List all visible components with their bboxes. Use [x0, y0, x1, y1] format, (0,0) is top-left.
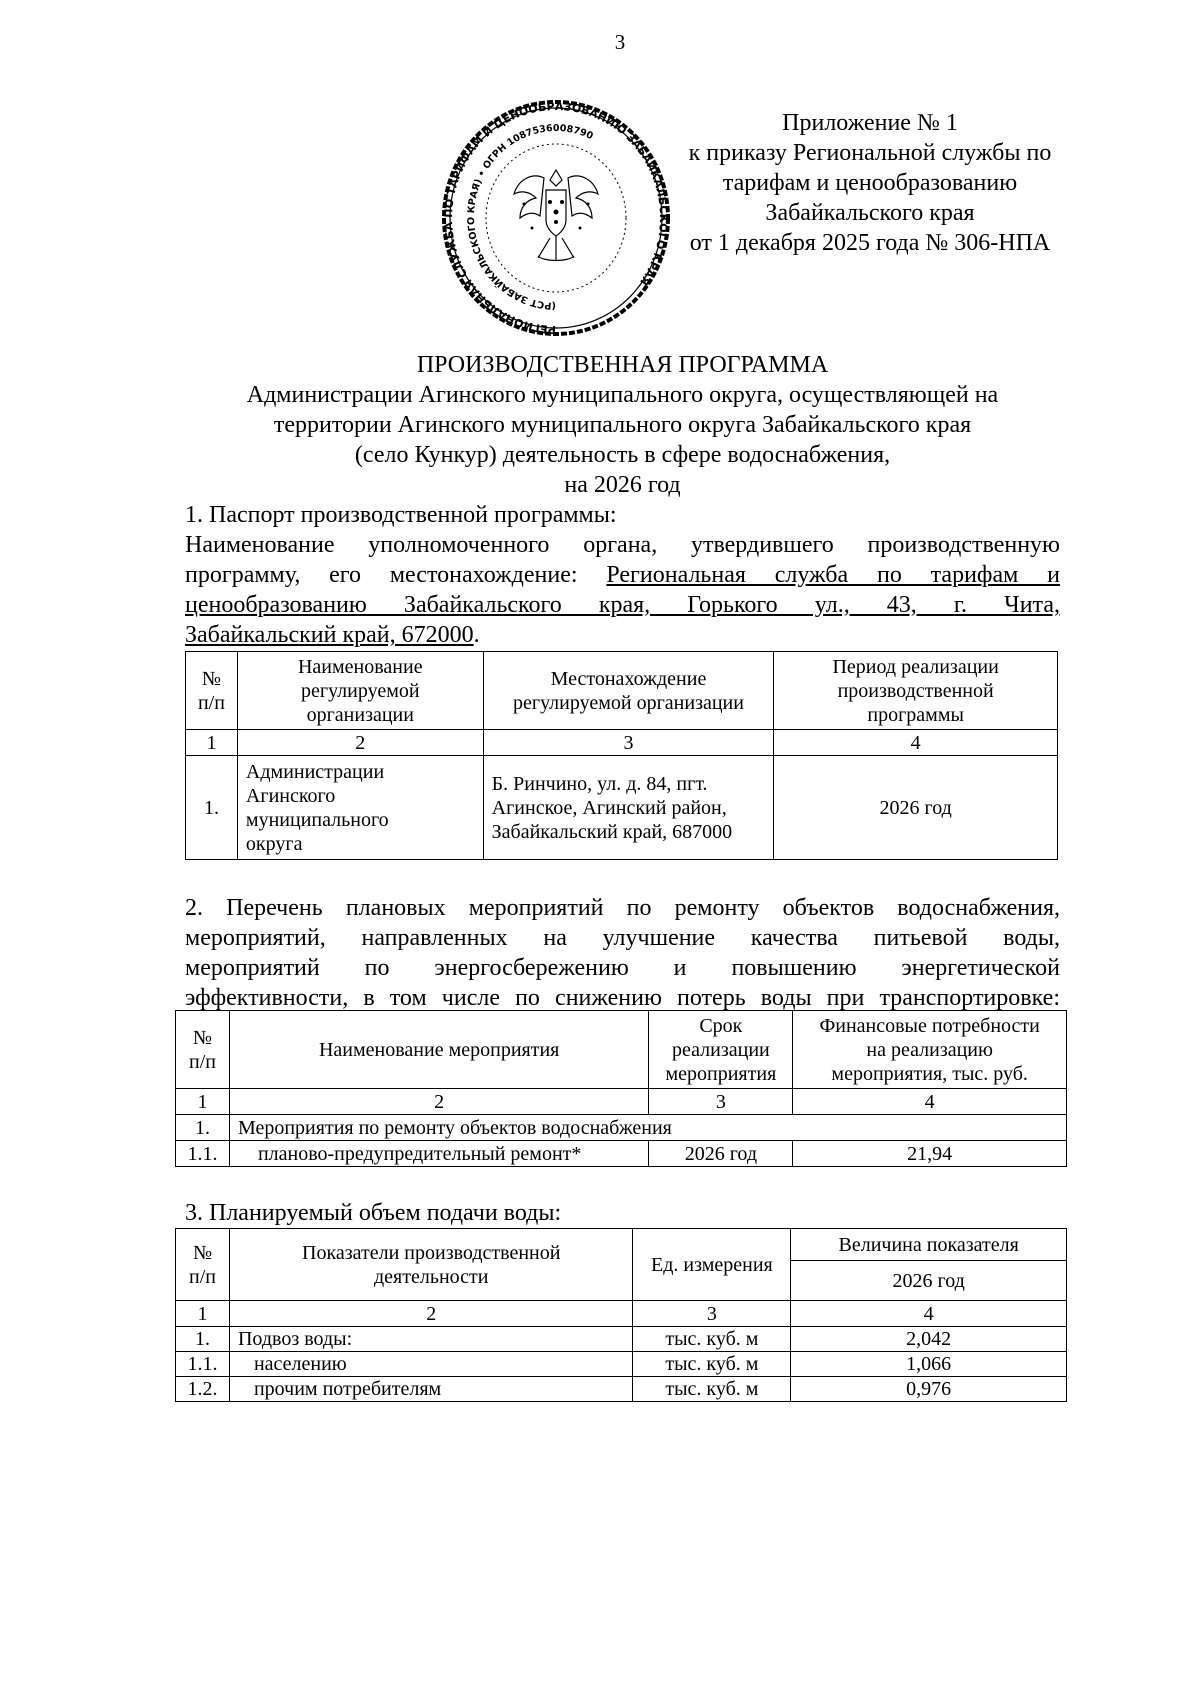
document-title	[185, 350, 1060, 500]
header-cell: № п/п	[176, 1011, 230, 1089]
table-row	[176, 1327, 1067, 1352]
appendix-line: тарифам и ценообразованию	[722, 170, 1018, 196]
column-number: 1	[176, 1301, 230, 1327]
column-number-row	[186, 730, 1058, 756]
column-number: 3	[483, 730, 774, 756]
group-label: Мероприятия по ремонту объектов водоснабжения	[229, 1115, 1066, 1141]
table-row	[176, 1141, 1067, 1167]
svg-text:(РСТ ЗАБАЙКАЛЬСКОГО КРАЯ) • ОГ: (РСТ ЗАБАЙКАЛЬСКОГО КРАЯ) • ОГРН 1087536008790	[465, 122, 595, 312]
row-number: 1.1.	[176, 1352, 230, 1377]
appendix-line: от 1 декабря 2025 года № 306-НПА	[689, 230, 1051, 256]
text: .	[473, 622, 480, 648]
measure-name: планово-предупредительный ремонт*	[229, 1141, 648, 1167]
indicator-value: 2,042	[791, 1327, 1067, 1352]
appendix-line: к приказу Региональной службы по	[688, 140, 1052, 166]
title-line: территории Агинского муниципального округа Забайкальского края	[273, 412, 972, 438]
row-number: 1.	[176, 1115, 230, 1141]
header-cell: Показатели производственной деятельности	[229, 1229, 633, 1301]
org-address-cell: Б. Ринчино, ул. д. 84, пгт. Агинское, Агинский район, Забайкальский край, 687000	[483, 756, 774, 860]
authority-address: ценообразованию Забайкальского края, Горького ул., 43, г. Чита,	[185, 592, 1060, 618]
column-number: 2	[237, 730, 483, 756]
group-row	[176, 1115, 1067, 1141]
table-header-row	[176, 1229, 1067, 1261]
measures-table	[175, 1010, 1067, 1167]
official-stamp-icon	[440, 98, 672, 338]
indicator-name: Подвоз воды:	[229, 1327, 633, 1352]
header-cell: Местонахождение регулируемой организации	[483, 652, 774, 730]
section-3	[185, 1198, 1060, 1228]
paragraph-line	[185, 620, 1060, 650]
row-number: 1.2.	[176, 1377, 230, 1402]
indicator-unit: тыс. куб. м	[633, 1377, 791, 1402]
paragraph-line	[185, 560, 1060, 590]
indicator-unit: тыс. куб. м	[633, 1327, 791, 1352]
paragraph-line: мероприятий по энергосбережению и повышению энергетической	[185, 955, 1060, 981]
indicator-unit: тыс. куб. м	[633, 1352, 791, 1377]
measure-term: 2026 год	[649, 1141, 793, 1167]
section-1-heading: 1. Паспорт производственной программы:	[185, 502, 617, 528]
authority-address: Забайкальский край, 672000	[185, 622, 474, 648]
paragraph-line: Наименование уполномоченного органа, утвердившего производственную	[185, 532, 1060, 558]
table-row	[186, 756, 1058, 860]
row-number: 1.	[176, 1327, 230, 1352]
column-number: 4	[774, 730, 1058, 756]
column-number: 4	[793, 1089, 1067, 1115]
column-number-row	[176, 1089, 1067, 1115]
table-row	[176, 1352, 1067, 1377]
column-number: 2	[229, 1301, 633, 1327]
appendix-line: Забайкальского края	[765, 200, 975, 226]
header-cell: Период реализации производственной программы	[774, 652, 1058, 730]
header-cell: Наименование регулируемой организации	[237, 652, 483, 730]
period-cell: 2026 год	[774, 756, 1058, 860]
appendix-line: Приложение № 1	[782, 110, 958, 136]
header-cell: 2026 год	[791, 1261, 1067, 1301]
svg-text:РЕГИОНАЛЬНАЯ СЛУЖБА ПО ТАРИФАМ: РЕГИОНАЛЬНАЯ СЛУЖБА ПО ТАРИФАМ И ЦЕНООБРАЗОВАНИЮ ЗАБАЙКАЛЬСКОГО КРАЯ	[441, 99, 671, 337]
column-number-row	[176, 1301, 1067, 1327]
appendix-header	[660, 108, 1080, 258]
title-line: на 2026 год	[564, 472, 681, 498]
org-name-cell: Администрации Агинского муниципального округа	[237, 756, 483, 860]
column-number: 2	[229, 1089, 648, 1115]
title-line: Администрации Агинского муниципального округа, осуществляющей на	[246, 382, 999, 408]
header-cell: № п/п	[186, 652, 238, 730]
indicator-name: населению	[229, 1352, 633, 1377]
indicator-value: 0,976	[791, 1377, 1067, 1402]
measure-cost: 21,94	[793, 1141, 1067, 1167]
column-number: 4	[791, 1301, 1067, 1327]
water-supply-table	[175, 1228, 1067, 1402]
section-1	[185, 500, 1060, 650]
header-cell: Срок реализации мероприятия	[649, 1011, 793, 1089]
text: программу, его местонахождение:	[185, 562, 607, 588]
indicator-name: прочим потребителям	[229, 1377, 633, 1402]
authority-address: Региональная служба по тарифам и	[606, 562, 1060, 588]
table-header-row	[186, 652, 1058, 730]
paragraph-line: 2. Перечень плановых мероприятий по ремонту объектов водоснабжения,	[185, 895, 1060, 921]
paragraph-line: эффективности, в том числе по снижению потерь воды при транспортировке:	[185, 985, 1060, 1011]
column-number: 3	[649, 1089, 793, 1115]
section-2	[185, 893, 1060, 1013]
title-heading: ПРОИЗВОДСТВЕННАЯ ПРОГРАММА	[416, 352, 829, 378]
column-number: 1	[186, 730, 238, 756]
row-number: 1.1.	[176, 1141, 230, 1167]
passport-table	[185, 651, 1058, 860]
title-line: (село Кункур) деятельность в сфере водоснабжения,	[354, 442, 891, 468]
table-row	[176, 1377, 1067, 1402]
indicator-value: 1,066	[791, 1352, 1067, 1377]
header-cell: Величина показателя	[791, 1229, 1067, 1261]
row-number: 1.	[186, 756, 238, 860]
section-3-heading: 3. Планируемый объем подачи воды:	[185, 1200, 562, 1226]
header-cell: Наименование мероприятия	[229, 1011, 648, 1089]
header-cell: Ед. измерения	[633, 1229, 791, 1301]
header-cell: № п/п	[176, 1229, 230, 1301]
header-cell: Финансовые потребности на реализацию мероприятия, тыс. руб.	[793, 1011, 1067, 1089]
page-number: 3	[614, 30, 626, 54]
paragraph-line: мероприятий, направленных на улучшение качества питьевой воды,	[185, 925, 1060, 951]
column-number: 1	[176, 1089, 230, 1115]
column-number: 3	[633, 1301, 791, 1327]
table-header-row	[176, 1011, 1067, 1089]
